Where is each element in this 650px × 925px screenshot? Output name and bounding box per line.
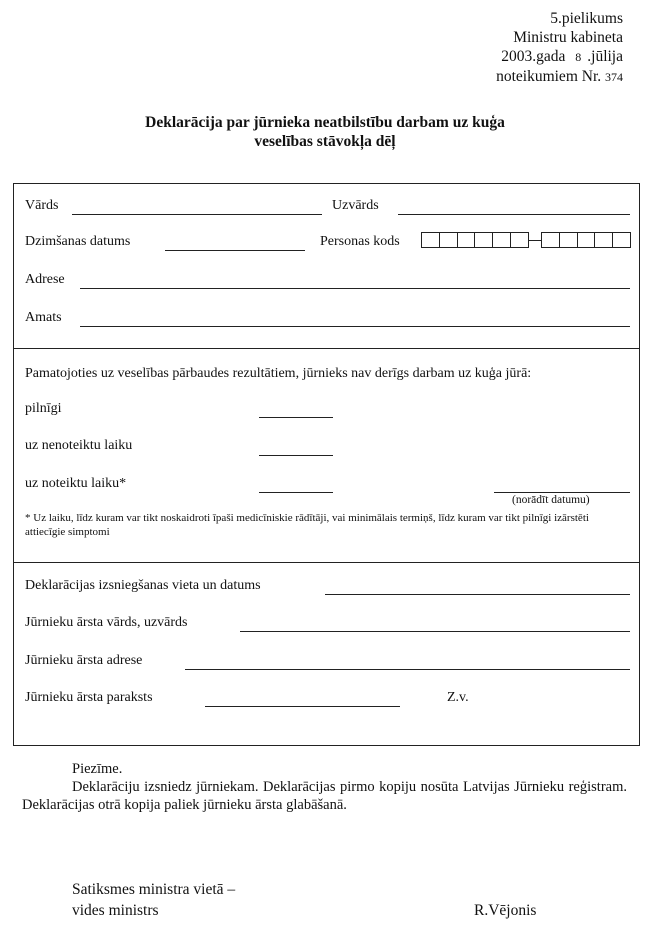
footnote: * Uz laiku, līdz kuram var tikt noskaidroti īpaši medicīniskie rādītāji, vai minimālais termiņš, līdz kuram var tikt pilnīgi izārstēti attiecīgie simptomi [25,512,589,538]
page-title: Deklarācija par jūrnieka neatbilstību darbam uz kuģa veselības stāvokļa dēļ [145,114,505,150]
option-full-field[interactable] [259,417,333,418]
personal-code-separator [529,240,541,241]
option-definite-field[interactable] [259,492,333,493]
option-definite-label: uz noteiktu laiku* [25,476,127,491]
seal-label: Z.v. [447,690,469,705]
doctor-address-label: Jūrnieku ārsta adrese [25,653,143,668]
option-indefinite-label: uz nenoteiktu laiku [25,438,133,453]
fitness-intro: Pamatojoties uz veselības pārbaudes rezultātiem, jūrnieks nav derīgs darbam uz kuģa jūrā: [25,366,532,381]
issue-place-field[interactable] [325,594,630,595]
personal-code-first-part[interactable] [421,232,529,248]
note-heading: Piezīme. [72,761,123,777]
date-hint: (norādīt datumu) [512,494,590,506]
birth-date-label: Dzimšanas datums [25,234,131,249]
appendix-number: 5.pielikums [550,10,623,27]
signatory-role-line2: vides ministrs [72,902,159,919]
doctor-address-field[interactable] [185,669,630,670]
birth-date-field[interactable] [165,250,305,251]
last-name-label: Uzvārds [332,198,379,213]
doctor-signature-label: Jūrnieku ārsta paraksts [25,690,153,705]
first-name-field[interactable] [72,214,322,215]
note-text: Deklarāciju izsniedz jūrniekam. Deklarācijas pirmo kopiju nosūta Latvijas Jūrnieku reģistram. Deklarācijas otrā kopija paliek jūrnieku ārsta glabāšanā. [22,779,627,813]
address-label: Adrese [25,272,65,287]
personal-code-second-part[interactable] [541,232,631,248]
option-indefinite-field[interactable] [259,455,333,456]
address-field[interactable] [80,288,630,289]
regulation-date: 2003.gada 8 .jūlija [501,48,623,65]
cabinet-label: Ministru kabineta [513,29,623,46]
position-field[interactable] [80,326,630,327]
option-full-label: pilnīgi [25,401,62,416]
personal-code-label: Personas kods [320,234,400,249]
signatory-role-line1: Satiksmes ministra vietā – [72,881,236,898]
regulation-number: noteikumiem Nr. 374 [496,68,623,85]
doctor-name-label: Jūrnieku ārsta vārds, uzvārds [25,615,188,630]
first-name-label: Vārds [25,198,59,213]
definite-date-field[interactable] [494,492,630,493]
doctor-signature-field[interactable] [205,706,400,707]
personal-info-section [13,183,640,349]
doctor-name-field[interactable] [240,631,630,632]
position-label: Amats [25,310,62,325]
issue-place-label: Deklarācijas izsniegšanas vieta un datums [25,578,261,593]
last-name-field[interactable] [398,214,630,215]
appendix-header [496,9,623,87]
signatory-name: R.Vējonis [474,902,537,919]
